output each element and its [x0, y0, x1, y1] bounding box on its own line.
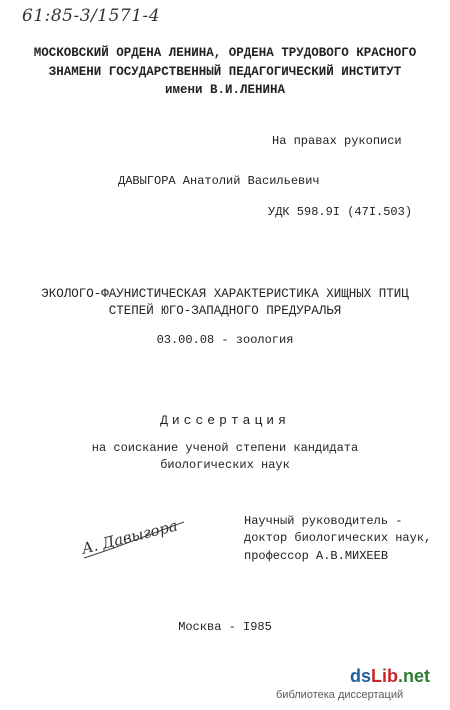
author-signature: А. Давыгора: [79, 516, 180, 558]
author-name: ДАВЫГОРА Анатолий Васильевич: [118, 174, 320, 188]
institution-line-2: ЗНАМЕНИ ГОСУДАРСТВЕННЫЙ ПЕДАГОГИЧЕСКИЙ ИНСТИТУТ: [48, 65, 402, 79]
place-year: Москва - I985: [178, 620, 272, 634]
dissertation-title-line-1: ЭКОЛОГО-ФАУНИСТИЧЕСКАЯ ХАРАКТЕРИСТИКА ХИЩНЫХ ПТИЦ: [41, 287, 409, 301]
signature-stroke: [80, 510, 190, 570]
document-type: Диссертация: [160, 413, 290, 428]
dissertation-title-line-2: СТЕПЕЙ ЮГО-ЗАПАДНОГО ПРЕДУРАЛЬЯ: [108, 304, 342, 318]
degree-line-1: на соискание ученой степени кандидата: [91, 441, 359, 455]
institution-line-3: имени В.И.ЛЕНИНА: [164, 83, 286, 97]
watermark-logo-lib: Lib: [371, 666, 399, 686]
supervisor-line-1: Научный руководитель -: [244, 514, 403, 528]
specialty-code: 03.00.08 - зоология: [156, 333, 294, 347]
watermark-logo[interactable]: [350, 666, 430, 687]
supervisor-line-2: доктор биологических наук,: [244, 531, 432, 545]
degree-line-2: биологических наук: [160, 458, 290, 472]
watermark-logo-net: .net: [398, 666, 431, 686]
watermark-subtitle[interactable]: библиотека диссертаций: [276, 689, 404, 701]
supervisor-line-3: профессор А.В.МИХЕЕВ: [244, 549, 389, 563]
watermark-logo-ds: ds: [350, 666, 372, 686]
handwritten-catalog-number: 61:85-3/1571-4: [22, 6, 161, 26]
manuscript-rights: На правах рукописи: [272, 134, 402, 148]
institution-line-1: МОСКОВСКИЙ ОРДЕНА ЛЕНИНА, ОРДЕНА ТРУДОВОГО КРАСНОГО: [33, 46, 417, 60]
udc-code: УДК 598.9I (47I.503): [268, 205, 413, 219]
